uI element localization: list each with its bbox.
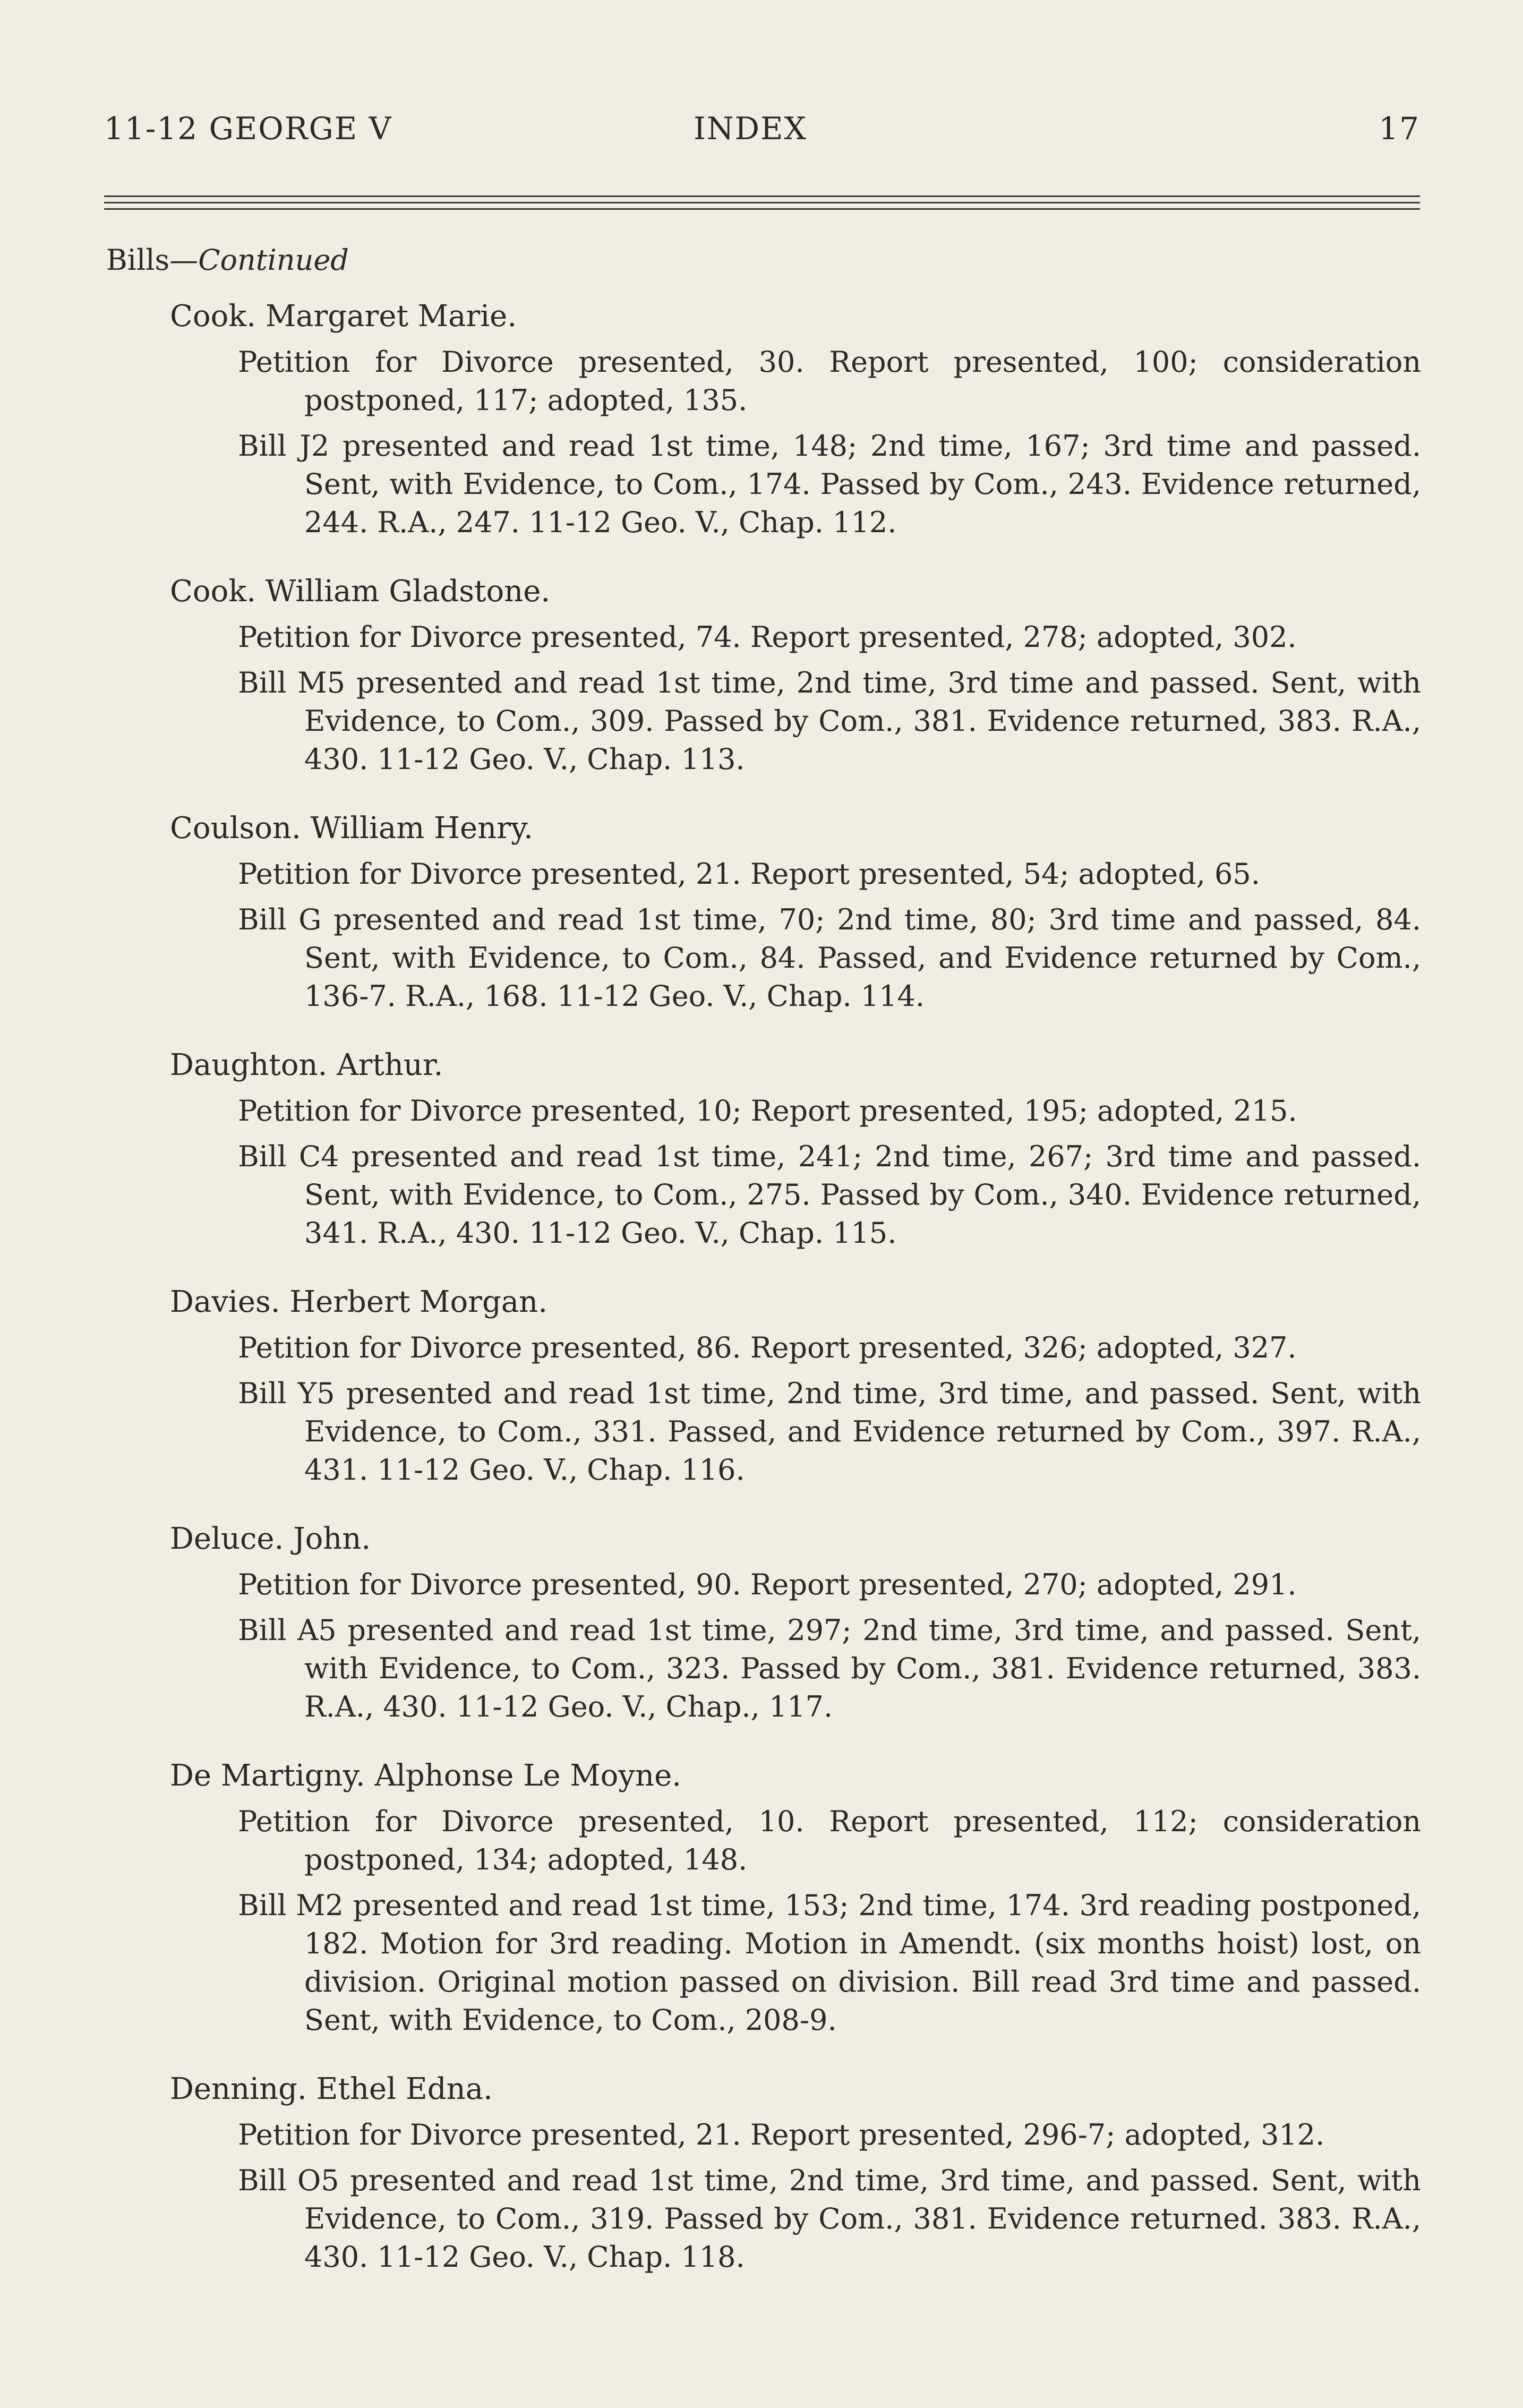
entry-bill: Bill Y5 presented and read 1st time, 2nd time, 3rd time, and passed. Sent, with Evidence, to Com., 331. Passed, and Evidence returned by Com., 397. R.A., 431. 11-12 Geo. V., Chap. 116.: [238, 1377, 1421, 1487]
entry-name: Davies. Herbert Morgan.: [170, 1285, 548, 1319]
entry-petition: Petition for Divorce presented, 90. Report presented, 270; adopted, 291.: [238, 1568, 1297, 1601]
entry-petition: Petition for Divorce presented, 21. Report presented, 296-7; adopted, 312.: [238, 2118, 1325, 2151]
index-entries: [106, 297, 1421, 2307]
rule-line: [104, 208, 1420, 210]
index-entry: [106, 809, 1421, 1015]
entry-petition: Petition for Divorce presented, 10. Report presented, 112; consideration postponed, 134; adopted, 148.: [238, 1805, 1421, 1876]
entry-petition: Petition for Divorce presented, 86. Report presented, 326; adopted, 327.: [238, 1331, 1297, 1364]
entry-petition: Petition for Divorce presented, 30. Report presented, 100; consideration postponed, 117; adopted, 135.: [238, 345, 1421, 417]
entry-bill: Bill M2 presented and read 1st time, 153; 2nd time, 174. 3rd reading postponed, 182. Motion for 3rd reading. Motion in Amendt. (six months hoist) lost, on division. Original motion passed on division. Bill read 3rd time and passed. Sent, with Evidence, to Com., 208-9.: [238, 1889, 1421, 2037]
section-title: Bills: [106, 243, 170, 277]
section-continued: —Continued: [169, 243, 349, 277]
running-header: [104, 110, 1420, 158]
rule-line: [104, 195, 1420, 197]
entry-petition: Petition for Divorce presented, 74. Report presented, 278; adopted, 302.: [238, 620, 1297, 654]
index-entry: [106, 1757, 1421, 2039]
index-entry: [106, 1520, 1421, 1726]
entry-petition: Petition for Divorce presented, 21. Report presented, 54; adopted, 65.: [238, 857, 1260, 891]
rule-line: [104, 202, 1420, 203]
entry-name: Daughton. Arthur.: [170, 1048, 443, 1082]
entry-name: Deluce. John.: [170, 1522, 371, 1556]
header-title: INDEX: [694, 110, 807, 147]
header-session: 11-12 GEORGE V: [104, 110, 392, 147]
entry-name: Coulson. William Henry.: [170, 811, 533, 846]
entry-bill: Bill O5 presented and read 1st time, 2nd time, 3rd time, and passed. Sent, with Evidence, to Com., 319. Passed by Com., 381. Evidence returned. 383. R.A., 430. 11-12 Geo. V., Chap. 118.: [238, 2164, 1421, 2274]
entry-bill: Bill G presented and read 1st time, 70; 2nd time, 80; 3rd time and passed, 84. Sent, with Evidence, to Com., 84. Passed, and Evidence returned by Com., 136-7. R.A., 168. 11-12 Geo. V., Chap. 114.: [238, 903, 1421, 1013]
entry-name: Cook. Margaret Marie.: [170, 299, 517, 334]
index-entry: [106, 1283, 1421, 1489]
index-entry: [106, 573, 1421, 779]
entry-petition: Petition for Divorce presented, 10; Report presented, 195; adopted, 215.: [238, 1094, 1297, 1128]
index-entry: [106, 297, 1421, 542]
entry-bill: Bill C4 presented and read 1st time, 241; 2nd time, 267; 3rd time and passed. Sent, with Evidence, to Com., 275. Passed by Com., 340. Evidence returned, 341. R.A., 430. 11-12 Geo. V., Chap. 115.: [238, 1140, 1421, 1250]
header-rule: [104, 195, 1420, 210]
entry-name: Cook. William Gladstone.: [170, 574, 551, 609]
index-entry: [106, 1046, 1421, 1252]
entry-bill: Bill M5 presented and read 1st time, 2nd time, 3rd time and passed. Sent, with Evidence, to Com., 309. Passed by Com., 381. Evidence returned, 383. R.A., 430. 11-12 Geo. V., Chap. 113.: [238, 666, 1421, 776]
section-heading: [106, 243, 349, 277]
entry-bill: Bill J2 presented and read 1st time, 148; 2nd time, 167; 3rd time and passed. Sent, with Evidence, to Com., 174. Passed by Com., 243. Evidence returned, 244. R.A., 247. 11-12 Geo. V., Chap. 112.: [238, 429, 1421, 539]
entry-name: Denning. Ethel Edna.: [170, 2072, 493, 2106]
entry-bill: Bill A5 presented and read 1st time, 297; 2nd time, 3rd time, and passed. Sent, with Evidence, to Com., 323. Passed by Com., 381. Evidence returned, 383. R.A., 430. 11-12 Geo. V., Chap., 117.: [238, 1613, 1421, 1723]
index-entry: [106, 2070, 1421, 2276]
entry-name: De Martigny. Alphonse Le Moyne.: [170, 1758, 682, 1793]
page-number: 17: [1379, 110, 1420, 147]
